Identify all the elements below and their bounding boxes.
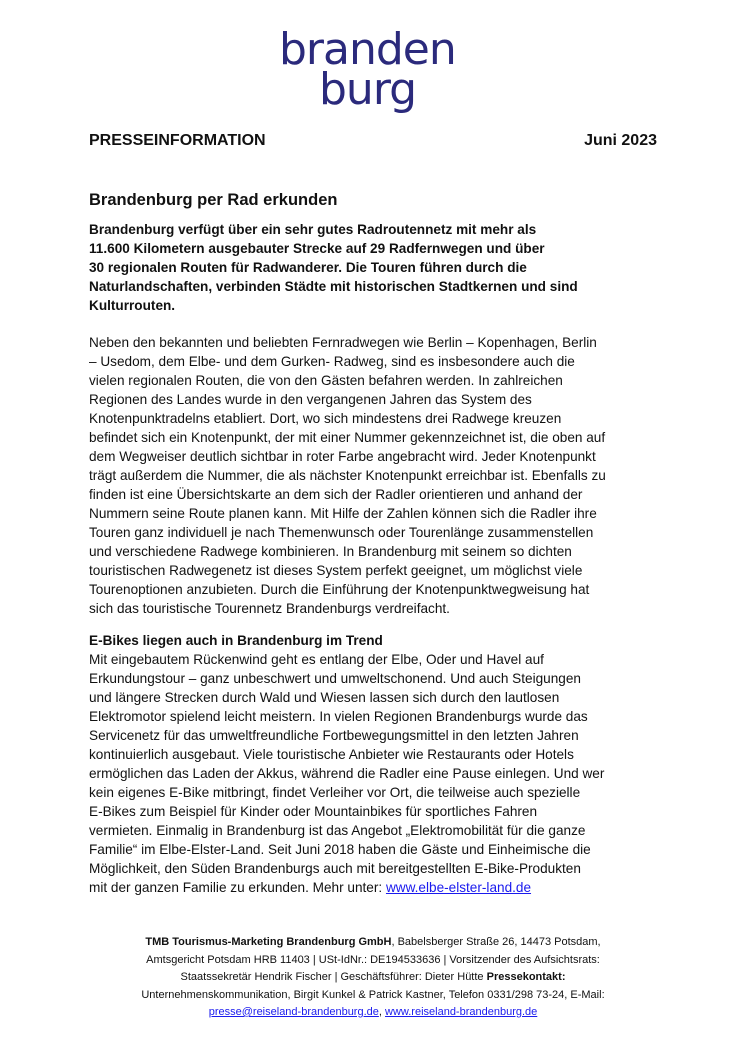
elbe-elster-link[interactable]: www.elbe-elster-land.de — [385, 880, 532, 895]
body-line: Familie“ im Elbe-Elster-Land. Seit Juni 2018 haben die Gäste und Einheimische die — [89, 842, 591, 857]
body-line: Elektromotor spielend leicht meistern. In vielen Regionen Brandenburgs wurde das — [89, 709, 588, 724]
body-line: touristischen Radwegenetz ist dieses System perfekt geeignet, um möglichst viele — [89, 563, 583, 578]
brand-logo — [279, 24, 464, 115]
footer-management: Staatssekretär Hendrik Fischer | Geschäftsführer: Dieter Hütte — [180, 971, 487, 983]
body-line: vermieten. Einmalig in Brandenburg ist das Angebot „Elektromobilität für die ganze — [89, 823, 586, 838]
body-line: und verschiedene Radwege kombinieren. In Brandenburg mit seinem so dichten — [89, 544, 572, 559]
document-header — [89, 131, 657, 151]
lead-line: Kulturrouten. — [89, 298, 176, 313]
body-paragraph-2 — [89, 650, 657, 897]
body-line: Erkundungstour – ganz unbeschwert und umweltschonend. Und auch Steigungen — [89, 671, 581, 686]
body-line: trägt außerdem die Nummer, die als nächster Knotenpunkt erreichbar ist. Ebenfalls zu — [89, 468, 606, 483]
body-line: Servicenetz für das umweltfreundliche Fortbewegungsmittel in den letzten Jahren — [89, 728, 579, 743]
body-line: vielen regionalen Routen, die von den Gästen befahren werden. In zahlreichen — [89, 373, 563, 388]
body-line: kein eigenes E-Bike mitbringt, findet Verleiher vor Ort, die teilweise auch spezielle — [89, 785, 581, 800]
press-email-link[interactable]: presse@reiseland-brandenburg.de — [208, 1006, 379, 1018]
logo-line-1: branden — [279, 24, 456, 75]
body-line: Möglichkeit, den Süden Brandenburgs auch mit bereitgestellten E-Bike-Produkten — [89, 861, 581, 876]
footer-separator: , — [378, 1006, 386, 1018]
footer-line-4: Unternehmenskommunikation, Birgit Kunkel & Patrick Kastner, Telefon 0331/298 73-24, E-Mail: — [141, 988, 605, 1001]
footer-company: TMB Tourismus-Marketing Brandenburg GmbH — [145, 936, 392, 948]
body-line: finden ist eine Übersichtskarte an dem sich der Radler orientieren und anhand der — [89, 487, 583, 502]
body-line: – Usedom, dem Elbe- und dem Gurken- Radweg, sind es insbesondere auch die — [89, 354, 575, 369]
body-line: und längere Strecken durch Wald und Wiesen lassen sich durch den lautlosen — [89, 690, 560, 705]
lead-paragraph — [89, 220, 657, 315]
footer-line-5 — [73, 1004, 673, 1022]
footer-address: , Babelsberger Straße 26, 14473 Potsdam, — [391, 936, 601, 948]
date-label: Juni 2023 — [584, 132, 657, 149]
body-line: kontinuierlich ausgebaut. Viele touristische Anbieter wie Restaurants oder Hotels — [89, 747, 574, 762]
body-line: dem Wegweiser deutlich sichtbar in roter Farbe angebracht wird. Jeder Knotenpunkt — [89, 449, 596, 464]
lead-line: 11.600 Kilometern ausgebauter Strecke auf 29 Radfernwegen und über — [89, 241, 545, 256]
lead-line: Naturlandschaften, verbinden Städte mit historischen Stadtkernen und sind — [89, 279, 578, 294]
body-line: befindet sich ein Knotenpunkt, der mit einer Nummer gekennzeichnet ist, die oben auf — [89, 430, 606, 445]
body-line: Knotenpunktradelns etabliert. Dort, wo sich mindestens drei Radwege kreuzen — [89, 411, 562, 426]
body-line: Mit eingebautem Rückenwind geht es entlang der Elbe, Oder und Havel auf — [89, 652, 544, 667]
body-line: Regionen des Landes wurde in den vergangenen Jahren das System des — [89, 392, 532, 407]
body-line-text: mit der ganzen Familie zu erkunden. Mehr unter: — [89, 880, 386, 895]
lead-line: Brandenburg verfügt über ein sehr gutes Radroutennetz mit mehr als — [89, 222, 537, 237]
body-line: E-Bikes zum Beispiel für Kinder oder Mountainbikes für sportliches Fahren — [89, 804, 538, 819]
lead-line: 30 regionalen Routen für Radwanderer. Die Touren führen durch die — [89, 260, 527, 275]
body-line: Tourenoptionen anzubieten. Durch die Einführung der Knotenpunktwegweisung hat — [89, 582, 590, 597]
footer-line-2: Amtsgericht Potsdam HRB 11403 | USt-IdNr.: DE194533636 | Vorsitzender des Aufsichtsrats: — [146, 953, 600, 966]
press-info-label: PRESSEINFORMATION — [89, 132, 266, 149]
body-line-last — [89, 878, 657, 897]
page-title: Brandenburg per Rad erkunden — [89, 191, 338, 209]
footer — [73, 934, 673, 1022]
body-line: Neben den bekannten und beliebten Fernradwegen wie Berlin – Kopenhagen, Berlin — [89, 335, 597, 350]
body-line: Nummern seine Route planen kann. Mit Hilfe der Zahlen können sich die Radler ihre — [89, 506, 597, 521]
footer-line-3 — [73, 969, 673, 987]
footer-press-label: Pressekontakt: — [486, 971, 566, 983]
website-link[interactable]: www.reiseland-brandenburg.de — [385, 1006, 538, 1018]
footer-line-1 — [73, 934, 673, 952]
body-line: Touren ganz individuell je nach Themenwunsch oder Tourenlänge zusammenstellen — [89, 525, 594, 540]
body-line: ermöglichen das Laden der Akkus, während die Radler eine Pause einlegen. Und wer — [89, 766, 605, 781]
section-heading-ebikes: E-Bikes liegen auch in Brandenburg im Trend — [89, 633, 383, 648]
body-line: sich das touristische Tourennetz Brandenburgs verdreifacht. — [89, 601, 450, 616]
body-paragraph-1 — [89, 333, 657, 618]
logo-line-2: burg — [319, 64, 417, 115]
